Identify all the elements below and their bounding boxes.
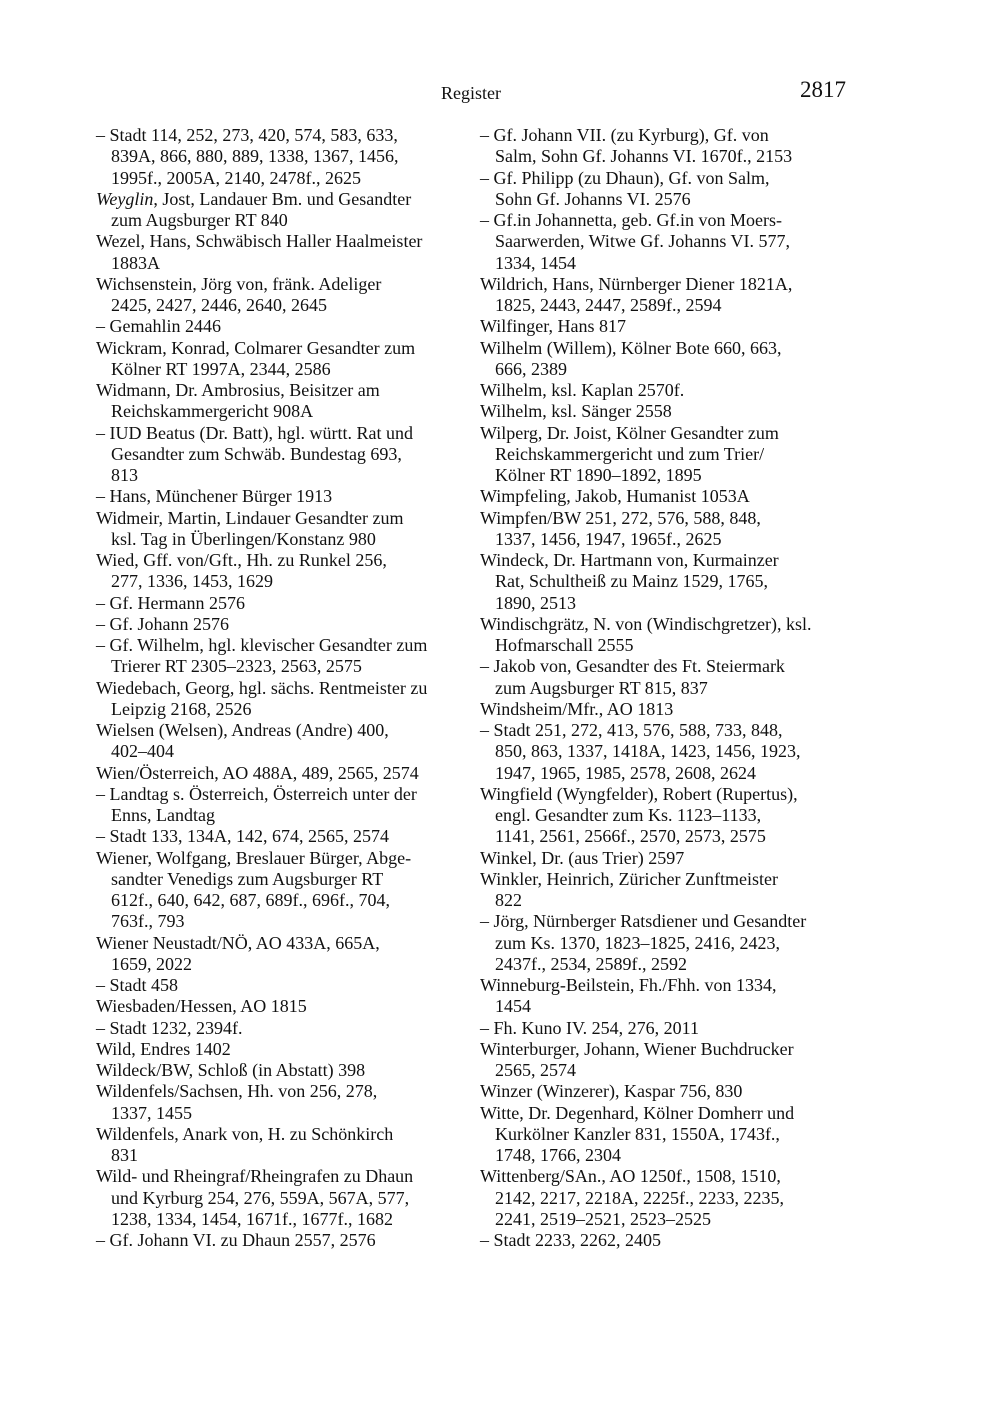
index-entry-text: – Gf. Wilhelm, hgl. klevischer Gesandter zum Trierer RT 2305–2323, 2563, 2575	[96, 635, 428, 677]
index-entry	[480, 401, 848, 422]
index-entry	[96, 380, 464, 423]
index-entry	[480, 380, 848, 401]
index-entry-text: Wichsenstein, Jörg von, fränk. Adeliger 2425, 2427, 2446, 2640, 2645	[96, 273, 382, 315]
index-entry	[96, 848, 464, 933]
index-entry	[96, 508, 464, 551]
index-entry-text: Winneburg-Beilstein, Fh./Fhh. von 1334, 1454	[480, 975, 777, 1017]
index-entry	[480, 720, 848, 784]
index-entry-italic-name: Weyglin	[96, 188, 154, 209]
index-entry	[480, 1018, 848, 1039]
index-entry	[480, 656, 848, 699]
index-entry-text: Windsheim/Mfr., AO 1813	[480, 698, 674, 719]
index-entry-text: – Hans, Münchener Bürger 1913	[96, 486, 333, 507]
index-entry-text: Windeck, Dr. Hartmann von, Kurmainzer Rat, Schultheiß zu Mainz 1529, 1765, 1890, 2513	[480, 550, 779, 613]
index-entry	[96, 423, 464, 487]
index-entry	[96, 550, 464, 593]
index-entry-text: Witte, Dr. Degenhard, Kölner Domherr und Kurkölner Kanzler 831, 1550A, 1743f., 1748, 1766, 2304	[480, 1102, 795, 1165]
index-entry-text: , Jost, Landauer Bm. und Gesandter zum Augsburger RT 840	[111, 188, 412, 230]
index-entry-text: – Landtag s. Österreich, Österreich unter der Enns, Landtag	[96, 783, 417, 825]
index-entry-text: Wilfinger, Hans 817	[480, 316, 627, 337]
index-entry	[96, 1166, 464, 1230]
index-entry	[480, 316, 848, 337]
index-entry	[480, 210, 848, 274]
index-entry	[96, 125, 464, 189]
index-entry	[480, 508, 848, 551]
index-entry	[96, 486, 464, 507]
index-entry	[480, 614, 848, 657]
index-entry-text: Winterburger, Johann, Wiener Buchdrucker 2565, 2574	[480, 1038, 794, 1080]
index-entry-text: – Gf. Johann VII. (zu Kyrburg), Gf. von Salm, Sohn Gf. Johanns VI. 1670f., 2153	[480, 125, 793, 167]
index-entry	[480, 274, 848, 317]
index-entry-text: – Stadt 1232, 2394f.	[96, 1017, 243, 1038]
index-entry	[480, 338, 848, 381]
index-entry	[480, 1039, 848, 1082]
index-entry	[96, 231, 464, 274]
index-entry	[480, 699, 848, 720]
index-entry-text: Wiener, Wolfgang, Breslauer Bürger, Abge- sandter Venedigs zum Augsburger RT 612f., 640, 642, 687, 689f., 696f., 704, 763f., 793	[96, 847, 412, 932]
index-entry-text: – Gf.in Johannetta, geb. Gf.in von Moers- Saarwerden, Witwe Gf. Johanns VI. 577, 1334, 1454	[480, 210, 791, 273]
index-entry-text: Wickram, Konrad, Colmarer Gesandter zum Kölner RT 1997A, 2344, 2586	[96, 337, 416, 379]
index-entry-text: Wilhelm, ksl. Kaplan 2570f.	[480, 380, 685, 400]
index-entry	[96, 678, 464, 721]
index-entry	[96, 338, 464, 381]
index-entry-text: Wimpfen/BW 251, 272, 576, 588, 848, 1337, 1456, 1947, 1965f., 2625	[480, 507, 761, 549]
index-entry-text: Wild, Endres 1402	[96, 1038, 231, 1059]
index-entry	[96, 1230, 464, 1251]
index-entry	[96, 763, 464, 784]
index-entry-text: – Stadt 133, 134A, 142, 674, 2565, 2574	[96, 826, 390, 847]
index-entry-text: Wiener Neustadt/NÖ, AO 433A, 665A, 1659, 2022	[96, 932, 380, 974]
index-entry-text: Wielsen (Welsen), Andreas (Andre) 400, 402–404	[96, 720, 389, 762]
index-entry	[96, 274, 464, 317]
index-entry	[480, 1166, 848, 1230]
index-entry	[96, 593, 464, 614]
index-column-right	[480, 125, 848, 1251]
index-entry-text: Wilhelm, ksl. Sänger 2558	[480, 401, 672, 422]
index-entry-text: Wildenfels, Anark von, H. zu Schönkirch 831	[96, 1123, 394, 1165]
index-entry	[480, 975, 848, 1018]
index-entry-text: Wiesbaden/Hessen, AO 1815	[96, 996, 307, 1017]
page-header	[96, 74, 846, 108]
index-entry-text: Wildenfels/Sachsen, Hh. von 256, 278, 1337, 1455	[96, 1081, 378, 1123]
index-entry-text: Winzer (Winzerer), Kaspar 756, 830	[480, 1081, 743, 1102]
index-entry	[96, 720, 464, 763]
index-entry	[480, 1230, 848, 1251]
index-entry	[480, 550, 848, 614]
index-entry-text: Wimpfeling, Jakob, Humanist 1053A	[480, 486, 750, 507]
index-entry-text: – Gf. Johann VI. zu Dhaun 2557, 2576	[96, 1230, 376, 1250]
index-entry-text: Wildeck/BW, Schloß (in Abstatt) 398	[96, 1060, 366, 1080]
index-entry	[96, 614, 464, 635]
running-head: Register	[441, 83, 501, 103]
index-entry	[96, 1039, 464, 1060]
index-entry-text: – Stadt 251, 272, 413, 576, 588, 733, 848, 850, 863, 1337, 1418A, 1423, 1456, 1923, 1947, 1965, 1985, 2578, 2608, 2624	[480, 720, 801, 783]
index-entry	[480, 848, 848, 869]
index-entry-text: Wilhelm (Willem), Kölner Bote 660, 663, 666, 2389	[480, 337, 782, 379]
index-entry-text: Wiedebach, Georg, hgl. sächs. Rentmeister zu Leipzig 2168, 2526	[96, 677, 428, 719]
index-entry-text: Wild- und Rheingraf/Rheingrafen zu Dhaun und Kyrburg 254, 276, 559A, 567A, 577, 1238, 1334, 1454, 1671f., 1677f., 1682	[96, 1166, 414, 1229]
index-entry	[480, 486, 848, 507]
index-entry-text: – Stadt 114, 252, 273, 420, 574, 583, 633, 839A, 866, 880, 889, 1338, 1367, 1456, 1995f., 2005A, 2140, 2478f., 2625	[96, 125, 399, 188]
index-entry-text: Wittenberg/SAn., AO 1250f., 1508, 1510, 2142, 2217, 2218A, 2225f., 2233, 2235, 2241, 2519–2521, 2523–2525	[480, 1166, 784, 1229]
index-entry	[480, 1103, 848, 1167]
index-entry-text: – Stadt 458	[96, 975, 179, 995]
index-entry-text: – Fh. Kuno IV. 254, 276, 2011	[480, 1017, 700, 1038]
index-entry	[480, 911, 848, 975]
index-entry	[96, 1081, 464, 1124]
index-entry	[96, 996, 464, 1017]
index-entry-text: Wildrich, Hans, Nürnberger Diener 1821A, 1825, 2443, 2447, 2589f., 2594	[480, 273, 793, 315]
index-entry-text: Wezel, Hans, Schwäbisch Haller Haalmeister 1883A	[96, 231, 423, 273]
index-entry-text: – Gemahlin 2446	[96, 316, 221, 337]
index-entry-text: Wingfield (Wyngfelder), Robert (Rupertus), engl. Gesandter zum Ks. 1123–1133, 1141, 2561, 2566f., 2570, 2573, 2575	[480, 783, 798, 847]
index-entry	[96, 316, 464, 337]
index-entry	[480, 423, 848, 487]
index-entry	[480, 125, 848, 168]
index-entry-text: – Gf. Hermann 2576	[96, 592, 245, 613]
index-entry	[96, 635, 464, 678]
index-entry	[480, 1081, 848, 1102]
index-entry-text: Winkel, Dr. (aus Trier) 2597	[480, 847, 685, 868]
index-entry-text: Windischgrätz, N. von (Windischgretzer), ksl. Hofmarschall 2555	[480, 613, 812, 655]
index-entry	[480, 869, 848, 912]
index-entry	[96, 826, 464, 847]
index-entry	[96, 933, 464, 976]
index-entry	[480, 784, 848, 848]
index-column-left	[96, 125, 464, 1251]
index-entry	[96, 1018, 464, 1039]
index-entry	[96, 975, 464, 996]
index-entry	[480, 168, 848, 211]
index-entry-text: Winkler, Heinrich, Züricher Zunftmeister 822	[480, 868, 778, 910]
index-entry-text: Widmeir, Martin, Lindauer Gesandter zum ksl. Tag in Überlingen/Konstanz 980	[96, 507, 404, 549]
index-entry-text: – Stadt 2233, 2262, 2405	[480, 1230, 662, 1250]
index-entry-text: – Jakob von, Gesandter des Ft. Steiermark zum Augsburger RT 815, 837	[480, 656, 785, 698]
index-entry-text: – Gf. Philipp (zu Dhaun), Gf. von Salm, Sohn Gf. Johanns VI. 2576	[480, 167, 770, 209]
index-entry-text: Widmann, Dr. Ambrosius, Beisitzer am Reichskammergericht 908A	[96, 380, 380, 422]
index-entry	[96, 784, 464, 827]
index-entry	[96, 1060, 464, 1081]
index-entry-text: Wilperg, Dr. Joist, Kölner Gesandter zum Reichskammergericht und zum Trier/ Kölner RT 1890–1892, 1895	[480, 422, 779, 485]
index-entry-text: – Jörg, Nürnberger Ratsdiener und Gesandter zum Ks. 1370, 1823–1825, 2416, 2423, 2437f., 2534, 2589f., 2592	[480, 911, 807, 974]
index-entry-text: Wien/Österreich, AO 488A, 489, 2565, 2574	[96, 762, 419, 783]
index-entry-text: – IUD Beatus (Dr. Batt), hgl. württ. Rat und Gesandter zum Schwäb. Bundestag 693, 813	[96, 422, 413, 485]
page-number: 2817	[800, 77, 846, 102]
index-entry-text: Wied, Gff. von/Gft., Hh. zu Runkel 256, 277, 1336, 1453, 1629	[96, 550, 387, 592]
index-entry	[96, 189, 464, 232]
index-entry-text: – Gf. Johann 2576	[96, 613, 229, 634]
index-entry	[96, 1124, 464, 1167]
